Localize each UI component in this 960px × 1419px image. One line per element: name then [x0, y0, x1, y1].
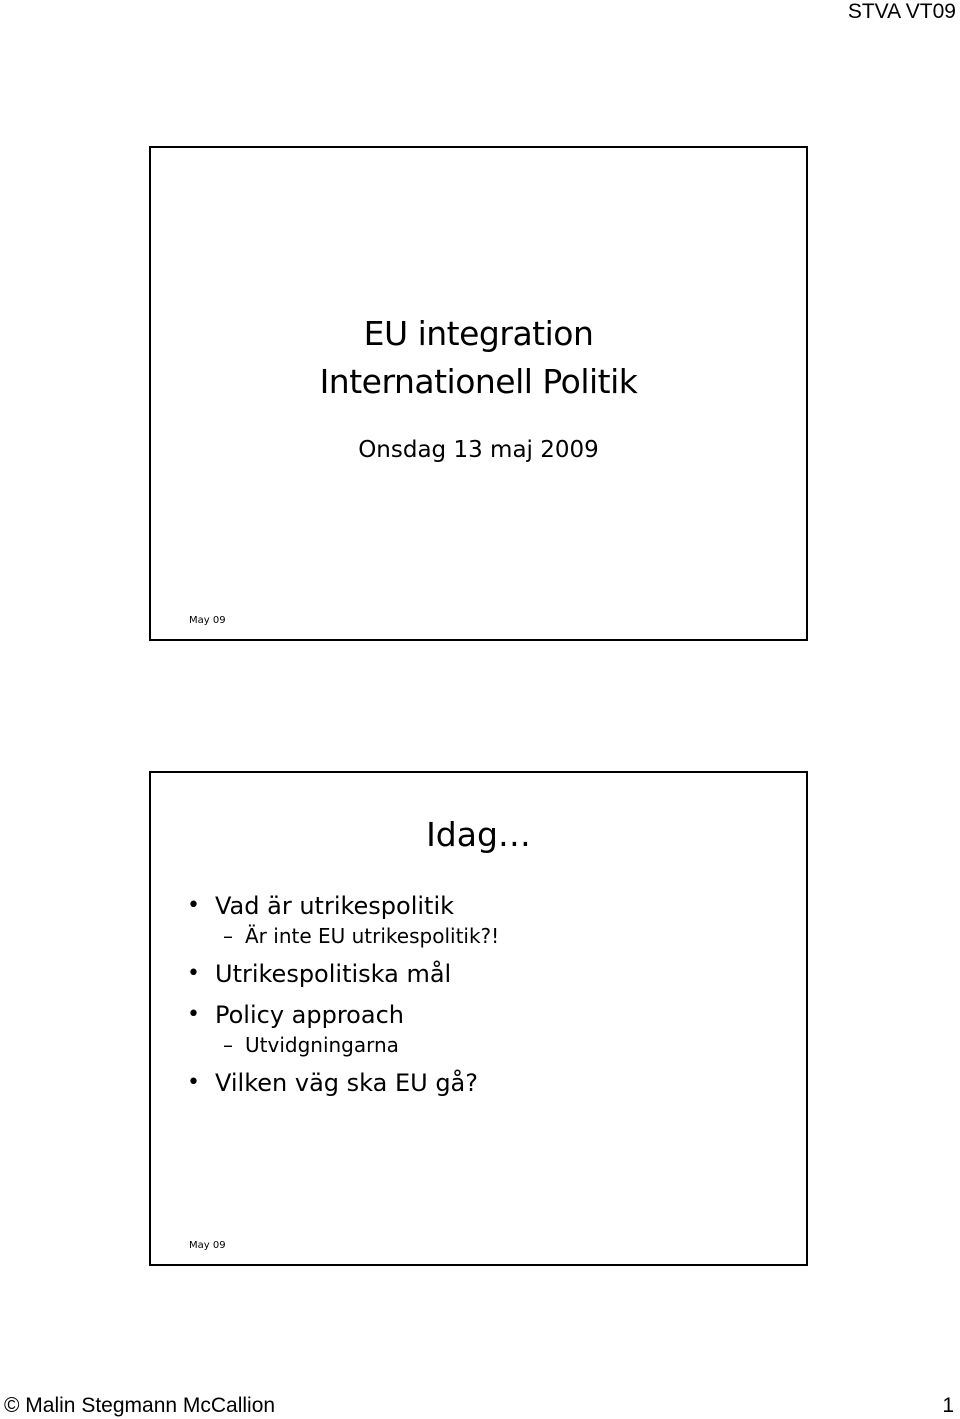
- sub-bullet-item: [187, 1032, 786, 1058]
- sub-bullet-text: Är inte EU utrikespolitik?!: [245, 924, 500, 948]
- sub-bullet-text: Utvidgningarna: [245, 1033, 399, 1057]
- copyright-text: © Malin Stegmann McCallion: [4, 1394, 276, 1417]
- slide-2-title: [151, 813, 806, 857]
- slide-2: [149, 771, 808, 1266]
- slide-1-title-line: Internationell Politik: [319, 362, 638, 401]
- bullet-item: [187, 959, 786, 989]
- bullet-icon: •: [187, 893, 200, 918]
- page-footer: [0, 1393, 960, 1419]
- slide-1-title: [151, 310, 806, 406]
- bullet-text: Utrikespolitiska mål: [215, 960, 452, 988]
- bullet-text: Vad är utrikespolitik: [215, 892, 455, 920]
- slide-2-bullet-list: [187, 891, 786, 1109]
- bullet-item: [187, 891, 786, 921]
- page-number: 1: [942, 1394, 954, 1417]
- slide-1: [149, 146, 808, 641]
- slide-2-footer-date: May 09: [189, 1240, 226, 1251]
- bullet-icon: •: [187, 1002, 200, 1027]
- dash-icon: –: [223, 924, 233, 948]
- bullet-item: [187, 1068, 786, 1098]
- slide-1-subtitle: Onsdag 13 maj 2009: [358, 437, 599, 463]
- slide-1-footer-date: May 09: [189, 615, 226, 626]
- page-header-label: STVA VT09: [847, 0, 956, 23]
- bullet-icon: •: [187, 961, 200, 986]
- bullet-text: Vilken väg ska EU gå?: [215, 1069, 479, 1097]
- slide-2-title-text: Idag…: [426, 815, 531, 854]
- slide-1-title-line: EU integration: [363, 314, 594, 353]
- bullet-icon: •: [187, 1070, 200, 1095]
- bullet-text: Policy approach: [215, 1001, 404, 1029]
- dash-icon: –: [223, 1033, 233, 1057]
- bullet-item: [187, 1000, 786, 1030]
- sub-bullet-item: [187, 923, 786, 949]
